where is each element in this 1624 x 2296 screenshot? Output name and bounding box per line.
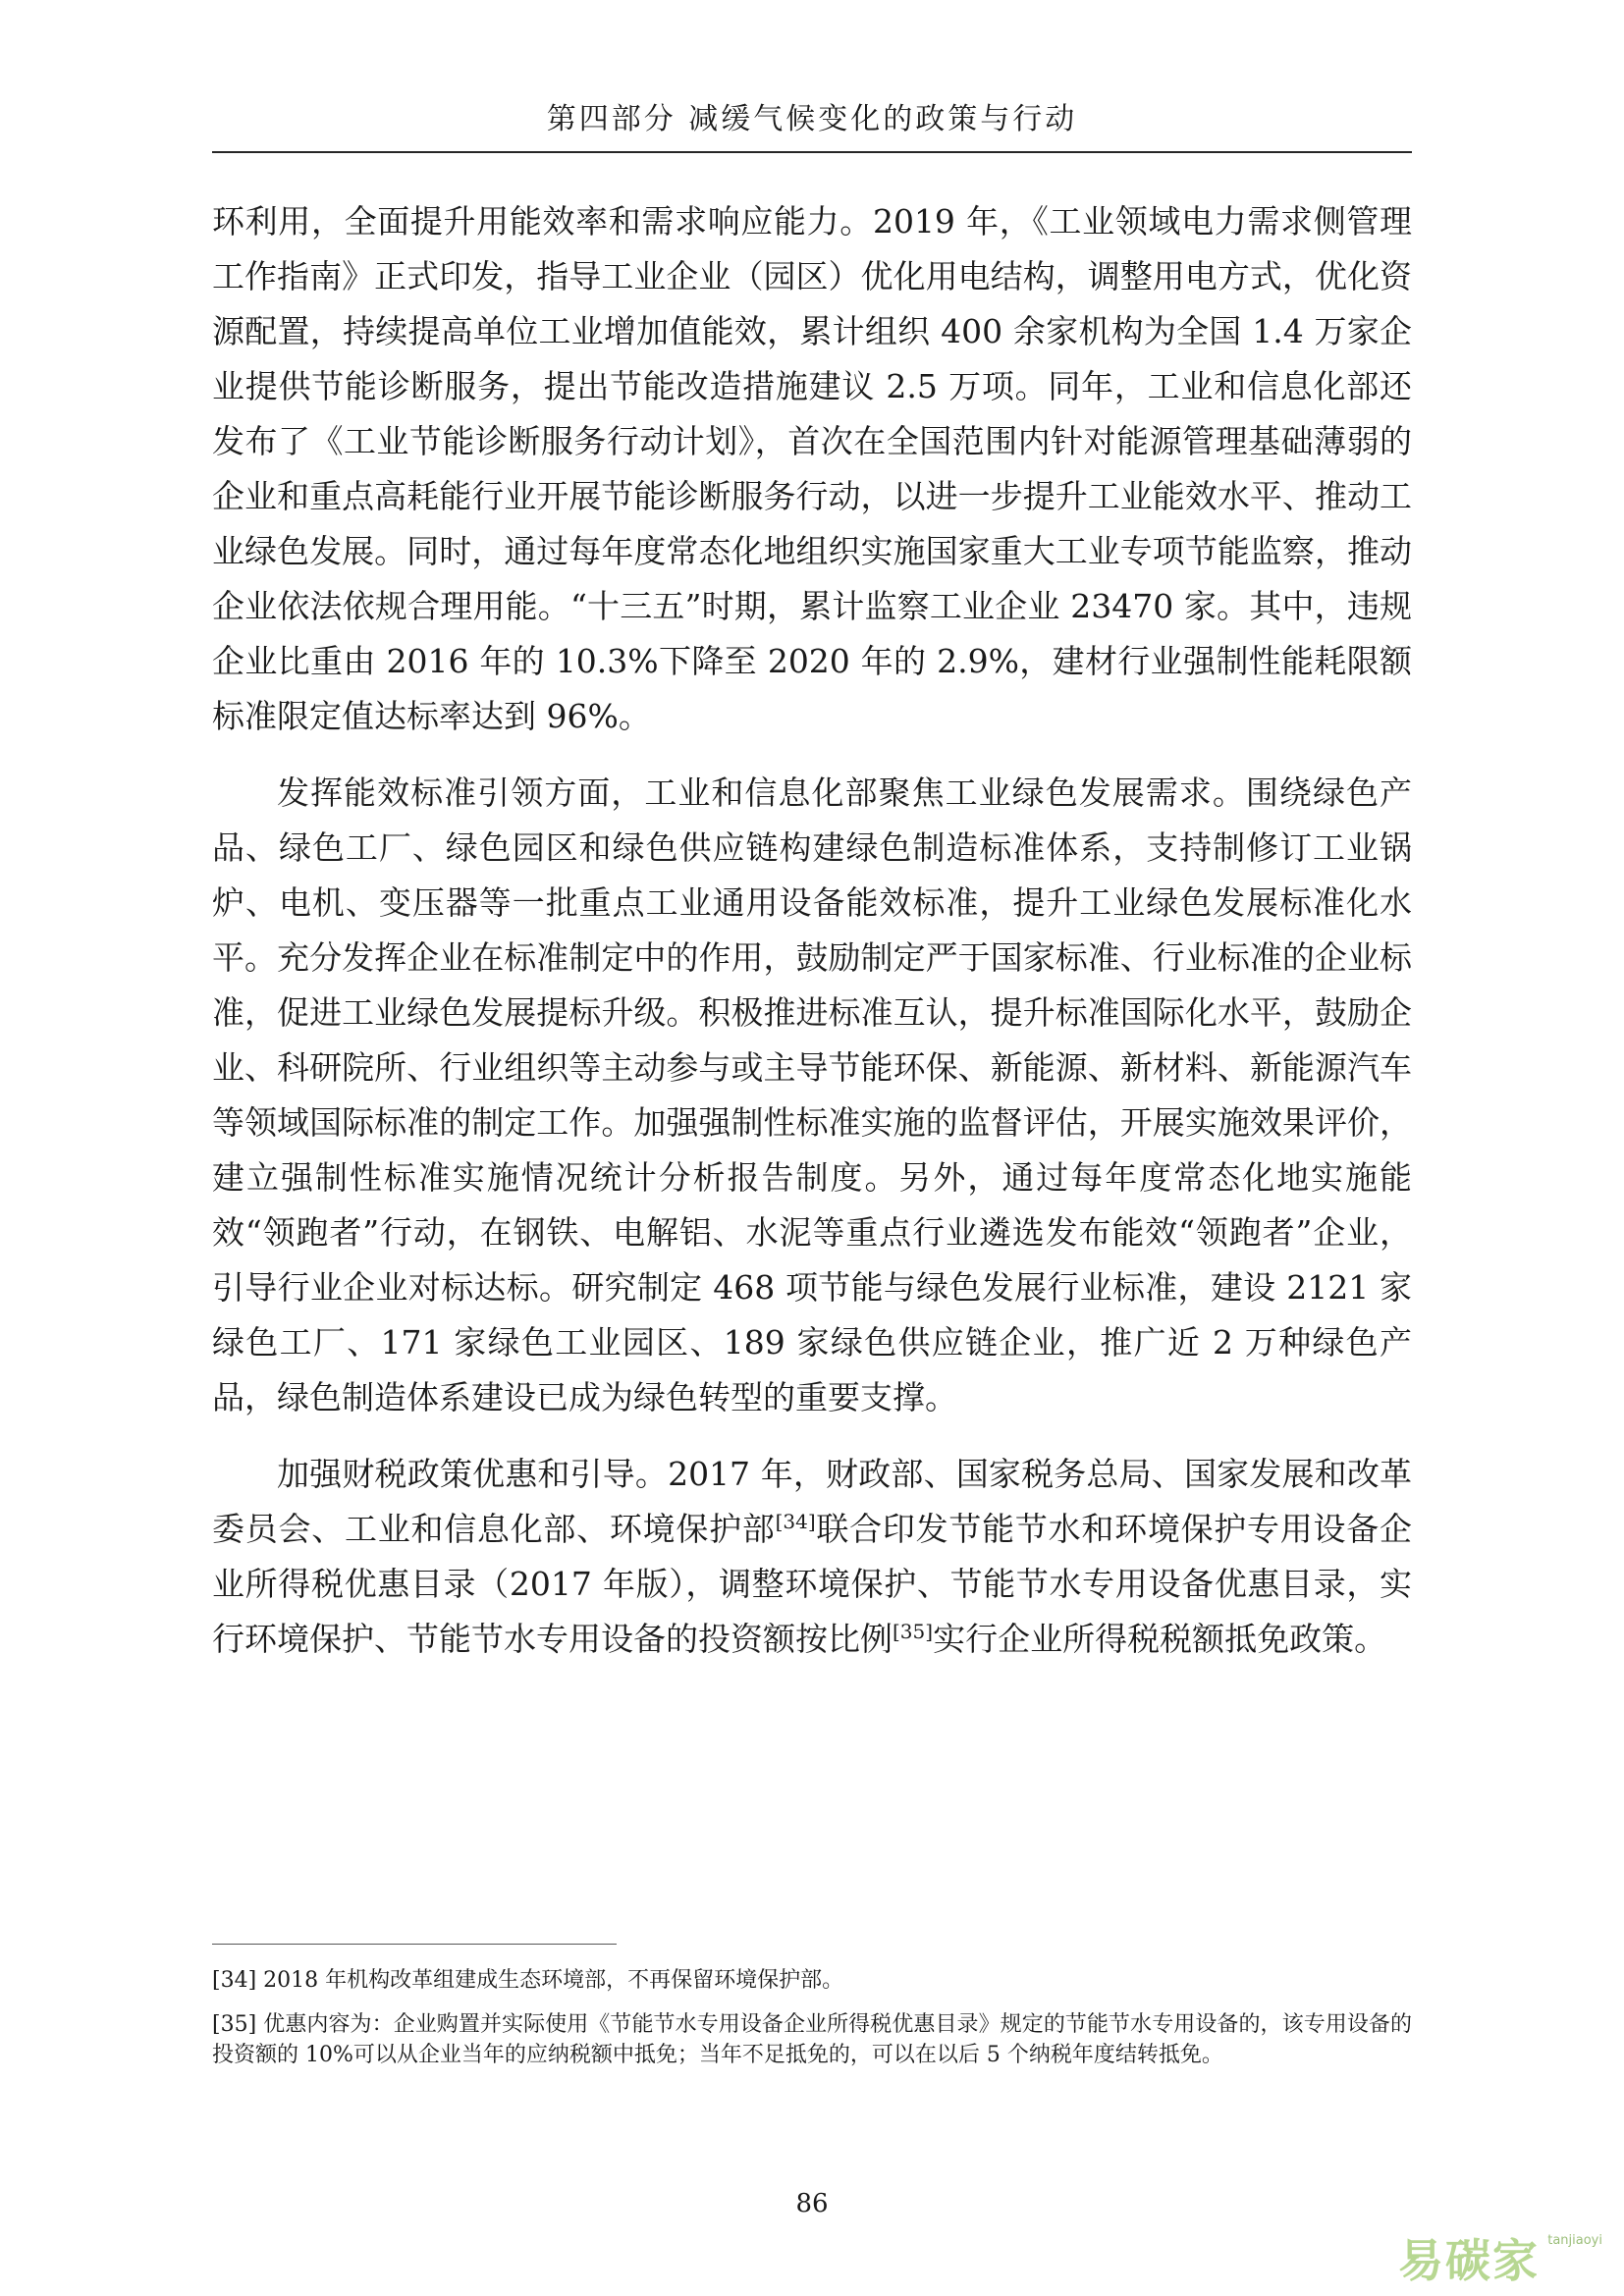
footnote-35: [35] 优惠内容为：企业购置并实际使用《节能节水专用设备企业所得税优惠目录》规定的节能节水专用设备的，该专用设备的投资额的 10%可以从企业当年的应纳税额中抵免；当年不足抵免的，可以在以后 5 个纳税年度结转抵免。 — [212, 2012, 1412, 2067]
paragraph-2: 发挥能效标准引领方面，工业和信息化部聚焦工业绿色发展需求。围绕绿色产品、绿色工厂、绿色园区和绿色供应链构建绿色制造标准体系，支持制修订工业锅炉、电机、变压器等一批重点工业通用设备能效标准，提升工业绿色发展标准化水平。充分发挥企业在标准制定中的作用，鼓励制定严于国家标准、行业标准的企业标准，促进工业绿色发展提标升级。积极推进标准互认，提升标准国际化水平，鼓励企业、科研院所、行业组织等主动参与或主导节能环保、新能源、新材料、新能源汽车等领域国际标准的制定工作。加强强制性标准实施的监督评估，开展实施效果评价，建立强制性标准实施情况统计分析报告制度。另外，通过每年度常态化地实施能效“领跑者”行动，在钢铁、电解铝、水泥等重点行业遴选发布能效“领跑者”企业，引导行业企业对标达标。研究制定 468 项节能与绿色发展行业标准，建设 2121 家绿色工厂、171 家绿色工业园区、189 家绿色供应链企业，推广近 2 万种绿色产品，绿色制造体系建设已成为绿色转型的重要支撑。 — [212, 774, 1412, 1416]
watermark-text: 易碳家 — [1398, 2234, 1540, 2287]
body-text — [212, 194, 1412, 1688]
footnote-ref-34[interactable]: [34] — [775, 1510, 816, 1533]
footnotes — [212, 1965, 1412, 2084]
watermark-subtext: tanjiaoyi — [1547, 2233, 1602, 2248]
paragraph-3 — [212, 1447, 1412, 1667]
paragraph-3-text-b: 联合印发节能节水和环境保护专用设备企业所得税优惠目录（2017 年版），调整环境保护、节能节水专用设备优惠目录，实行环境保护、节能节水专用设备的投资额按比例 — [212, 1510, 1413, 1658]
page-number: 86 — [795, 2189, 829, 2218]
paragraph-1: 环利用，全面提升用能效率和需求响应能力。2019 年，《工业领域电力需求侧管理工作指南》正式印发，指导工业企业（园区）优化用电结构，调整用电方式，优化资源配置，持续提高单位工业增加值能效，累计组织 400 余家机构为全国 1.4 万家企业提供节能诊断服务，提出节能改造措施建议 2.5 万项。同年，工业和信息化部还发布了《工业节能诊断服务行动计划》，首次在全国范围内针对能源管理基础薄弱的企业和重点高耗能行业开展节能诊断服务行动，以进一步提升工业能效水平、推动工业绿色发展。同时，通过每年度常态化地组织实施国家重大工业专项节能监察，推动企业依法依规合理用能。“十三五”时期，累计监察工业企业 23470 家。其中，违规企业比重由 2016 年的 10.3%下降至 2020 年的 2.9%，建材行业强制性能耗限额标准限定值达标率达到 96%。 — [212, 202, 1412, 735]
watermark-logo — [1398, 2219, 1602, 2287]
running-header: 第四部分 减缓气候变化的政策与行动 — [546, 102, 1078, 136]
paragraph-3-text-c: 实行企业所得税税额抵免政策。 — [933, 1620, 1387, 1658]
paragraph-3-text-a: 加强财税政策优惠和引导。2017 年，财政部、国家税务总局、国家发展和改革委员会、工业和信息化部、环境保护部 — [212, 1455, 1412, 1548]
footnote-34: [34] 2018 年机构改革组建成生态环境部，不再保留环境保护部。 — [212, 1968, 844, 1993]
footnote-divider — [212, 1944, 617, 1945]
footnote-ref-35[interactable]: [35] — [893, 1620, 934, 1643]
header-divider — [212, 151, 1412, 153]
